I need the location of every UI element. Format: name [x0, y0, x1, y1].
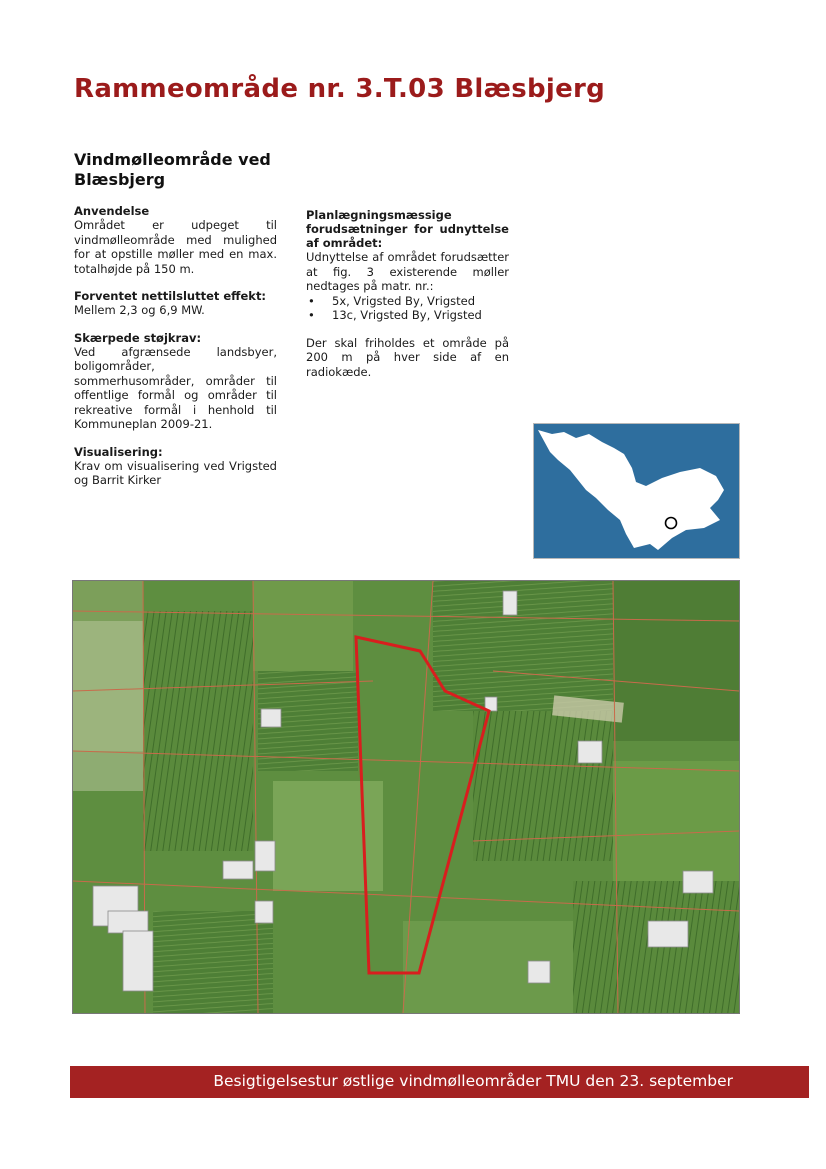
- building: [683, 871, 713, 893]
- noise-section: [74, 331, 277, 432]
- field: [73, 621, 143, 791]
- page-subtitle: Vindmølleområde ved Blæsbjerg: [74, 150, 271, 189]
- footer-banner: [70, 1066, 809, 1098]
- field: [153, 911, 273, 1013]
- use-text: Området er udpeget til vindmølleområde med mulighed for at opstille møller med en max. totalhøjde på 150 m.: [74, 218, 277, 276]
- building: [255, 901, 273, 923]
- location-inset-map: [533, 423, 740, 559]
- inset-map-svg: [534, 424, 739, 558]
- page-title: Rammeområde nr. 3.T.03 Blæsbjerg: [74, 74, 606, 104]
- visual-section: [74, 445, 277, 488]
- field: [613, 581, 739, 741]
- prereq-section: [306, 208, 509, 323]
- footer-text: Besigtigelsestur østlige vindmølleområder TMU den 23. september: [213, 1072, 733, 1090]
- prereq-heading: Planlægningsmæssige forudsætninger for udnyttelse af området:: [306, 208, 509, 250]
- parcel-list: [306, 294, 509, 323]
- radio-section: [306, 336, 509, 380]
- building: [578, 741, 602, 763]
- power-section: [74, 289, 277, 318]
- visual-heading: Visualisering:: [74, 444, 163, 459]
- building: [503, 591, 517, 615]
- left-column: [74, 204, 277, 501]
- parcel-item: • 13c, Vrigsted By, Vrigsted: [306, 308, 509, 323]
- building: [528, 961, 550, 983]
- use-section: [74, 204, 277, 276]
- building: [255, 841, 275, 871]
- field: [433, 581, 613, 711]
- aerial-map-svg: [73, 581, 739, 1013]
- field: [143, 611, 253, 851]
- building: [261, 709, 281, 727]
- use-heading: Anvendelse: [74, 204, 150, 218]
- power-heading: Forventet nettilsluttet effekt:: [74, 289, 267, 303]
- building: [123, 931, 153, 991]
- radio-text: Der skal friholdes et område på 200 m på hver side af en radiokæde.: [306, 335, 509, 379]
- building: [223, 861, 253, 879]
- aerial-map: [72, 580, 740, 1014]
- prereq-text: Udnyttelse af området forudsætter at fig. 3 existerende møller nedtages på matr. nr.:: [306, 250, 509, 293]
- visual-text: Krav om visualisering ved Vrigsted og Barrit Kirker: [74, 458, 277, 487]
- building: [648, 921, 688, 947]
- right-column: [306, 208, 509, 392]
- noise-text: Ved afgrænsede landsbyer, boligområder, sommerhusområder, områder til offentlige formål og områder til rekreative formål i henhold til Kommuneplan 2009-21.: [74, 344, 277, 431]
- field: [253, 581, 353, 671]
- noise-heading: Skærpede støjkrav:: [74, 330, 202, 345]
- parcel-item: • 5x, Vrigsted By, Vrigsted: [306, 294, 509, 309]
- power-text: Mellem 2,3 og 6,9 MW.: [74, 303, 205, 317]
- field: [613, 761, 739, 891]
- building: [108, 911, 148, 933]
